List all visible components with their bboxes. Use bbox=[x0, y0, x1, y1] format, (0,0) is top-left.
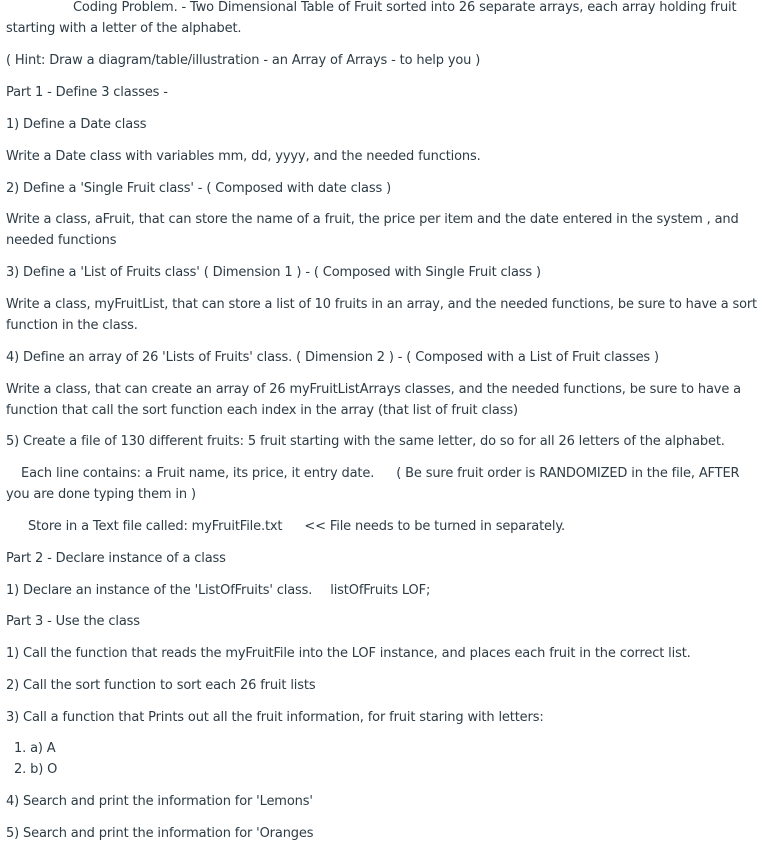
section5-each-line bbox=[21, 466, 739, 482]
section5-store-text: Store in a Text file called: myFruitFile.txt bbox=[28, 519, 283, 534]
part2-item-1 bbox=[6, 583, 430, 599]
section3-text-line-1: Write a class, myFruitList, that can store a list of 10 fruits in an array, and the needed functions, be sure to have a sort bbox=[6, 297, 757, 312]
section1-heading: 1) Define a Date class bbox=[6, 117, 147, 132]
section5-each-text: Each line contains: a Fruit name, its price, it entry date. bbox=[21, 466, 375, 481]
title-line-2: starting with a letter of the alphabet. bbox=[6, 21, 242, 36]
part1-heading: Part 1 - Define 3 classes - bbox=[6, 85, 168, 100]
section5-store-line bbox=[28, 519, 565, 535]
section4-text-line-2: function that call the sort function each index in the array (that list of fruit class) bbox=[6, 403, 518, 418]
list-item: 2. b) O bbox=[14, 762, 58, 777]
list-item: 1. a) A bbox=[14, 741, 56, 756]
section3-text-line-2: function in the class. bbox=[6, 318, 138, 333]
part3-item-5: 5) Search and print the information for 'Oranges bbox=[6, 826, 314, 841]
section5-heading: 5) Create a file of 130 different fruits: 5 fruit starting with the same letter, do so for all 26 letters of the alphabet. bbox=[6, 434, 725, 449]
title-line-1: Coding Problem. - Two Dimensional Table of Fruit sorted into 26 separate arrays, each array holding fruit bbox=[73, 0, 737, 15]
section1-text: Write a Date class with variables mm, dd, yyyy, and the needed functions. bbox=[6, 149, 481, 164]
section2-heading: 2) Define a 'Single Fruit class' - ( Composed with date class ) bbox=[6, 181, 392, 196]
section5-randomize-note: ( Be sure fruit order is RANDOMIZED in the file, AFTER bbox=[396, 466, 740, 481]
part2-item-1-text: 1) Declare an instance of the 'ListOfFruits' class. bbox=[6, 583, 313, 598]
part3-item-3: 3) Call a function that Prints out all the fruit information, for fruit staring with letters: bbox=[6, 710, 544, 725]
section5-store-note: << File needs to be turned in separately. bbox=[304, 519, 566, 534]
section4-heading: 4) Define an array of 26 'Lists of Fruits' class. ( Dimension 2 ) - ( Composed with a List of Fruit classes ) bbox=[6, 350, 659, 365]
part3-item-2: 2) Call the sort function to sort each 26 fruit lists bbox=[6, 678, 316, 693]
part2-item-1-code: listOfFruits LOF; bbox=[330, 583, 431, 598]
section4-text-line-1: Write a class, that can create an array of 26 myFruitListArrays classes, and the needed functions, be sure to have a bbox=[6, 382, 741, 397]
part2-heading: Part 2 - Declare instance of a class bbox=[6, 551, 226, 566]
hint-text: ( Hint: Draw a diagram/table/illustration - an Array of Arrays - to help you ) bbox=[6, 53, 481, 68]
part3-heading: Part 3 - Use the class bbox=[6, 614, 140, 629]
part3-item-1: 1) Call the function that reads the myFruitFile into the LOF instance, and places each fruit in the correct list. bbox=[6, 646, 691, 661]
section5-each-line-2: you are done typing them in ) bbox=[6, 487, 196, 502]
part3-item-4: 4) Search and print the information for 'Lemons' bbox=[6, 794, 313, 809]
section2-text-line-2: needed functions bbox=[6, 233, 117, 248]
section2-text-line-1: Write a class, aFruit, that can store the name of a fruit, the price per item and the date entered in the system , and bbox=[6, 212, 739, 227]
section3-heading: 3) Define a 'List of Fruits class' ( Dimension 1 ) - ( Composed with Single Fruit class ) bbox=[6, 265, 541, 280]
